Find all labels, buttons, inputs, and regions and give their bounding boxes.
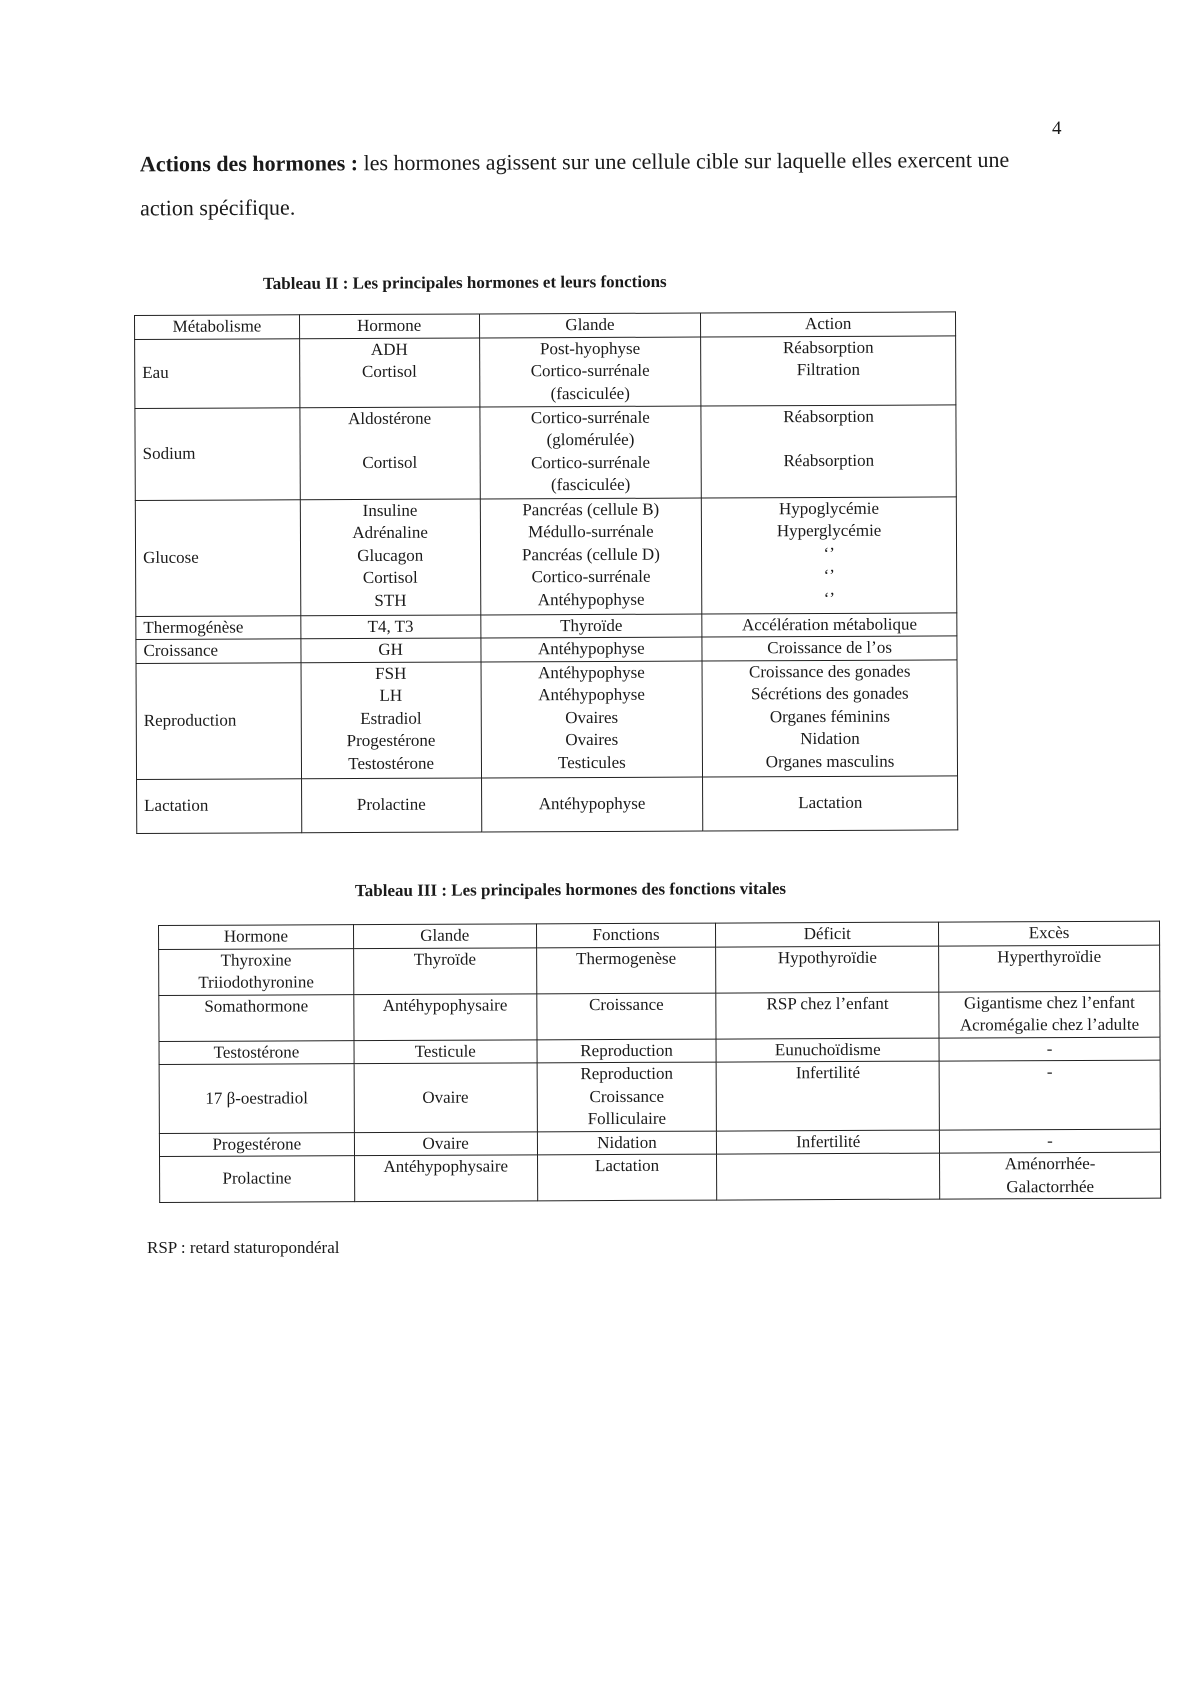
column-header: Déficit — [716, 922, 939, 946]
table-row — [136, 612, 957, 639]
excess-cell — [940, 1152, 1161, 1199]
action-cell — [701, 335, 956, 405]
footnote: RSP : retard staturopondéral — [147, 1238, 340, 1257]
hormone-cell: GH — [301, 638, 481, 662]
metabolism-cell: Croissance — [136, 639, 301, 663]
cell-line: Post-hyophyse — [539, 338, 641, 358]
excess-cell: - — [939, 1129, 1160, 1153]
gland-cell — [481, 661, 703, 778]
metabolism-cell: Eau — [135, 338, 300, 408]
table-row — [160, 1152, 1161, 1202]
metabolism-cell: Lactation — [137, 778, 302, 833]
cell-line: ADH — [370, 339, 408, 359]
function-cell: Nidation — [537, 1131, 717, 1155]
cell-line: Réabsorption — [782, 337, 874, 357]
excess-cell: - — [939, 1060, 1160, 1129]
deficit-cell — [717, 1153, 940, 1200]
cell-line: Cortico-surrénale — [530, 360, 650, 381]
deficit-cell: RSP chez l’enfant — [716, 992, 939, 1039]
hormone-cell: Somathormone — [159, 994, 354, 1041]
hormone-cell: 17 β-oestradiol — [159, 1064, 354, 1133]
action-cell: Lactation — [703, 775, 958, 830]
table2-caption: Tableau II : Les principales hormones et leurs fonctions — [262, 271, 667, 294]
excess-cell: Hyperthyroïdie — [939, 945, 1160, 992]
cell-line: Acromégalie chez l’adulte — [959, 1014, 1140, 1035]
cell-line: Antéhypophyse — [538, 684, 645, 705]
hormone-cell — [159, 948, 354, 995]
deficit-cell: Infertilité — [717, 1061, 940, 1130]
gland-cell: Thyroïde — [480, 614, 702, 638]
action-cell — [702, 496, 957, 613]
cell-line: Cortisol — [362, 452, 418, 473]
cell-line: Galactorrhée — [1006, 1176, 1095, 1196]
cell-line: Filtration — [796, 359, 861, 380]
cell-line: Antéhypophyse — [537, 589, 645, 609]
hormone-cell — [299, 337, 479, 407]
function-cell: Reproduction — [537, 1039, 717, 1063]
gland-cell: Antéhypophysaire — [354, 993, 537, 1040]
hormone-cell — [301, 661, 481, 778]
cell-line: Estradiol — [360, 708, 422, 728]
deficit-cell: Hypothyroïdie — [716, 946, 939, 993]
gland-cell — [479, 406, 701, 499]
action-cell — [701, 404, 956, 497]
cell-line: (glomérulée) — [546, 429, 635, 450]
cell-line: Cortico-surrénale — [530, 407, 650, 427]
function-cell: Thermogenèse — [536, 947, 716, 994]
hormone-cell: Prolactine — [301, 777, 481, 832]
cell-line: Médullo-surrénale — [528, 521, 654, 542]
table3-caption: Tableau III : Les principales hormones des fonctions vitales — [354, 878, 787, 901]
cell-line: Ovaires — [565, 707, 619, 727]
cell-line: (fasciculée) — [550, 383, 630, 403]
cell-line: Cortico-surrénale — [531, 452, 651, 472]
cell-line: Thyroxine — [220, 949, 292, 970]
cell-line: Sécrétions des gonades — [750, 683, 909, 704]
cell-line: (fasciculée) — [550, 474, 631, 495]
ditto-mark: ‘’ — [823, 543, 835, 563]
deficit-cell: Eunuchoïdisme — [716, 1038, 939, 1062]
column-header: Action — [701, 312, 956, 337]
column-header: Métabolisme — [135, 315, 300, 339]
cell-line: Folliculaire — [587, 1108, 667, 1129]
deficit-cell: Infertilité — [717, 1130, 940, 1154]
gland-cell — [480, 498, 702, 615]
cell-line: Insuline — [362, 500, 418, 520]
cell-line: Glucagon — [357, 545, 424, 565]
gland-cell: Antéhypophyse — [480, 637, 702, 661]
ditto-mark: ‘’ — [823, 565, 835, 585]
cell-line: Réabsorption — [783, 406, 874, 426]
cell-line: Pancréas (cellule D) — [521, 544, 660, 564]
cell-line: Croissance des gonades — [748, 661, 911, 681]
function-cell: Lactation — [537, 1154, 717, 1201]
column-header: Excès — [939, 921, 1160, 945]
table-row — [159, 945, 1160, 995]
cell-line: Organes masculins — [765, 751, 895, 771]
cell-line: Progestérone — [346, 730, 436, 751]
metabolism-cell: Thermogénèse — [136, 615, 301, 639]
column-header: Glande — [479, 313, 701, 337]
cell-line: Adrénaline — [352, 522, 428, 543]
gland-cell: Ovaire — [354, 1131, 537, 1155]
table-row — [159, 1060, 1160, 1133]
table-row — [137, 775, 958, 833]
cell-line: FSH — [375, 663, 407, 683]
cell-line: Aldostérone — [348, 408, 432, 428]
cell-line: LH — [379, 685, 403, 705]
column-header: Glande — [353, 924, 536, 948]
hormone-cell — [300, 498, 480, 615]
cell-line: Réabsorption — [783, 450, 875, 471]
hormone-cell: Prolactine — [160, 1156, 355, 1203]
vital-hormones-table — [158, 921, 1161, 1203]
hormone-cell — [300, 406, 480, 499]
cell-line: Cortisol — [361, 361, 417, 382]
ditto-mark: ‘’ — [823, 588, 836, 608]
table-row — [135, 404, 956, 500]
cell-line: STH — [374, 590, 407, 610]
function-cell — [537, 1062, 717, 1131]
cell-line: Testostérone — [348, 753, 435, 773]
cell-line: Cortico-surrénale — [531, 566, 651, 587]
hormone-cell: T4, T3 — [301, 614, 481, 638]
cell-line: Hyperglycémie — [776, 520, 882, 541]
cell-line: Pancréas (cellule B) — [522, 499, 660, 519]
intro-lead: Actions des hormones : — [139, 150, 359, 177]
cell-line: Triiodothyronine — [198, 972, 314, 992]
intro-paragraph — [140, 138, 1060, 231]
gland-cell: Antéhypophyse — [481, 777, 703, 832]
table-row — [135, 496, 956, 616]
gland-cell — [479, 337, 701, 407]
gland-cell: Testicule — [354, 1039, 537, 1063]
hormones-functions-table — [134, 311, 958, 833]
table-row — [136, 659, 957, 779]
cell-line: Reproduction — [580, 1063, 673, 1084]
cell-line: Antéhypophyse — [538, 662, 645, 682]
cell-line: Testicules — [557, 752, 626, 772]
intro-text: les hormones agissent sur une cellule cible sur laquelle elles exercent une action spécifique. — [140, 146, 1010, 221]
page-number: 4 — [1052, 118, 1062, 139]
hormone-cell: Testostérone — [159, 1040, 354, 1064]
cell-line: Croissance — [589, 1086, 665, 1106]
function-cell: Croissance — [536, 993, 716, 1040]
metabolism-cell: Sodium — [135, 407, 300, 500]
cell-line: Aménorrhée- — [1004, 1153, 1096, 1174]
table-row — [135, 335, 956, 408]
excess-cell: - — [939, 1037, 1160, 1061]
excess-cell — [939, 991, 1160, 1038]
table-row — [159, 991, 1160, 1041]
cell-line: Hypoglycémie — [778, 498, 880, 518]
cell-line: Cortisol — [362, 567, 418, 588]
table-header-row — [135, 312, 956, 339]
cell-line: Organes féminins — [769, 706, 890, 726]
gland-cell: Thyroïde — [353, 947, 536, 994]
table-row — [136, 636, 957, 663]
cell-line: Nidation — [800, 728, 860, 749]
cell-line: Gigantisme chez l’enfant — [963, 992, 1135, 1012]
gland-cell: Ovaire — [354, 1063, 537, 1132]
action-cell: Croissance de l’os — [702, 636, 957, 661]
hormone-cell: Progestérone — [159, 1132, 354, 1156]
action-cell — [702, 659, 957, 776]
column-header: Fonctions — [536, 923, 716, 947]
action-cell: Accélération métabolique — [702, 612, 957, 637]
cell-line: Ovaires — [565, 729, 619, 750]
gland-cell: Antéhypophysaire — [354, 1155, 537, 1202]
column-header: Hormone — [159, 925, 354, 949]
metabolism-cell: Reproduction — [136, 662, 301, 779]
metabolism-cell: Glucose — [135, 499, 300, 616]
column-header: Hormone — [299, 314, 479, 338]
